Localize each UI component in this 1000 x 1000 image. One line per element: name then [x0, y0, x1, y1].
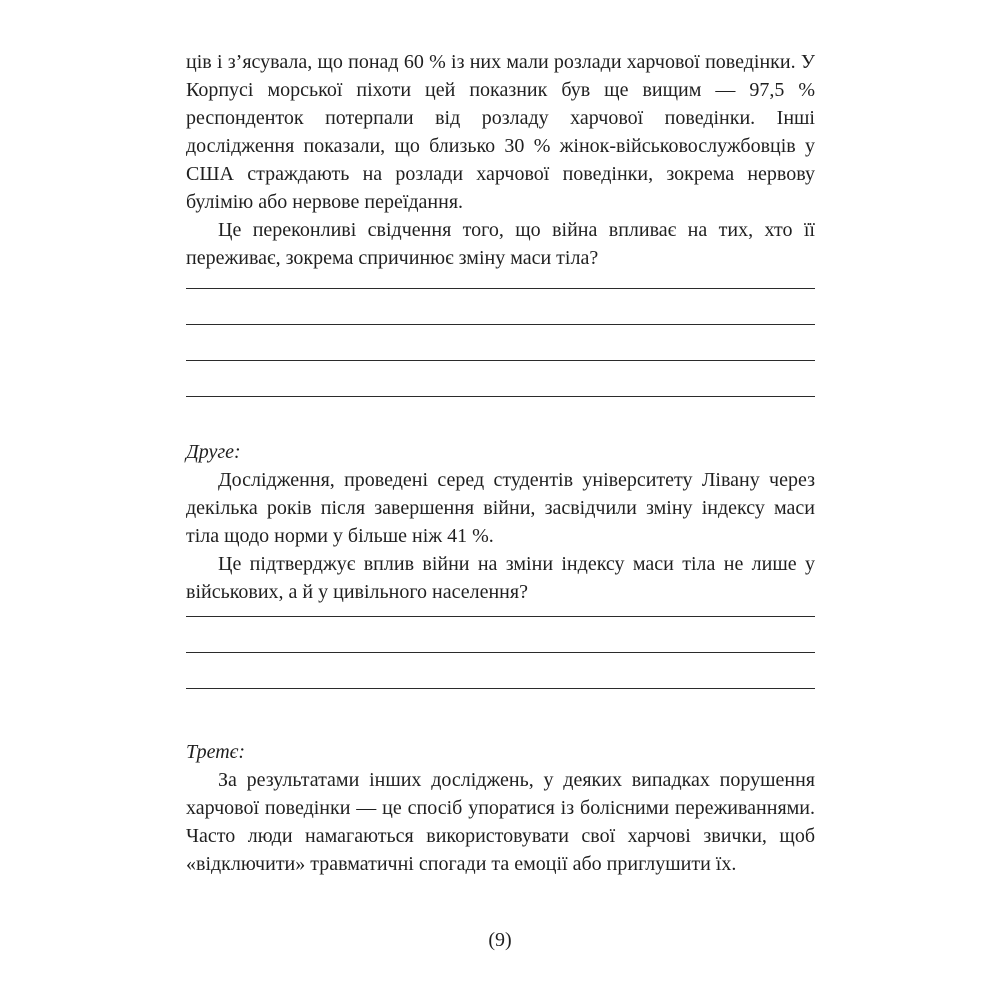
paragraph-question-first: Це переконливі свідчення того, що війна впливає на тих, хто її переживає, зокрема спричинює зміну маси тіла?: [186, 219, 815, 269]
paragraph-lebanon-study: Дослідження, проведені серед студентів університету Лівану через декілька років після завершення війни, засвідчили зміну індексу маси тіла щодо норми у більше ніж 41 %.: [186, 469, 815, 547]
page-number: (9): [488, 929, 512, 951]
answer-line: [186, 688, 815, 724]
section-heading-third: Третє:: [186, 741, 246, 763]
paragraph-coping-mechanism: За результатами інших досліджень, у деяких випадках порушення харчової поведінки — це спосіб упоратися із болісними переживаннями. Часто люди намагаються використовувати свої харчові звички, щоб «відключити» травматичні спогади та емоції або приглушити їх.: [186, 769, 815, 875]
answer-line: [186, 360, 815, 396]
answer-lines-group-first: [186, 288, 815, 432]
answer-lines-group-second: [186, 616, 815, 724]
answer-line: [186, 288, 815, 324]
answer-line: [186, 652, 815, 688]
section-heading-second: Друге:: [186, 441, 241, 463]
paragraph-eating-disorders-stats: ців і з’ясувала, що понад 60 % із них мали розлади харчової поведінки. У Корпусі морської піхоти цей показник був ще вищим — 97,5 % респонденток потерпали від розладу харчової поведінки. Інші дослідження показали, що близько 30 % жінок-військовослужбовців у США страждають на розлади харчової поведінки, зокрема нервову булімію або нервове переїдання.: [186, 51, 815, 213]
answer-line: [186, 396, 815, 432]
page-content: [186, 48, 815, 878]
paragraph-question-second: Це підтверджує вплив війни на зміни індексу маси тіла не лише у військових, а й у цивільного населення?: [186, 553, 815, 603]
answer-line: [186, 616, 815, 652]
answer-line: [186, 324, 815, 360]
